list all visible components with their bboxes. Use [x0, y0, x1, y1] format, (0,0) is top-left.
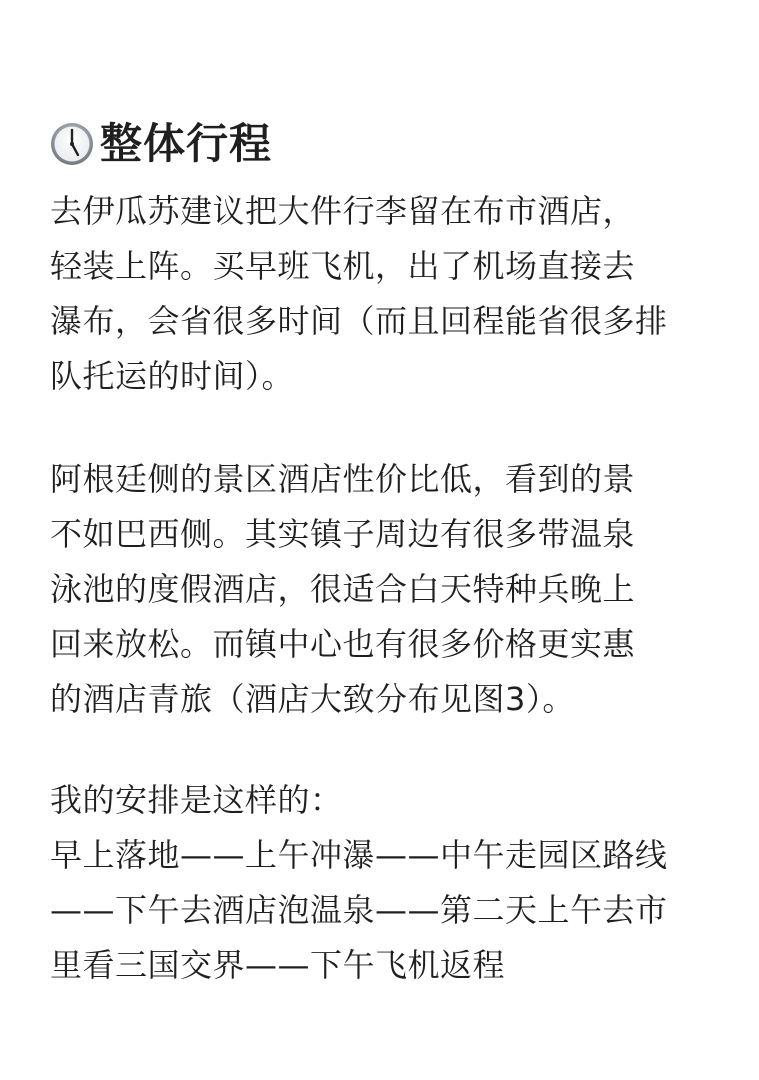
text-line: 阿根廷侧的景区酒店性价比低，看到的景 [50, 460, 636, 498]
paragraph-itinerary [50, 773, 730, 993]
text-line: 不如巴西侧。其实镇子周边有很多带温泉 [50, 515, 636, 553]
text-line: 瀑布，会省很多时间（而且回程能省很多排 [50, 302, 668, 340]
text-line: 回来放松。而镇中心也有很多价格更实惠 [50, 625, 636, 663]
text-line: 去伊瓜苏建议把大件行李留在布市酒店， [50, 192, 636, 230]
section-heading [50, 112, 272, 176]
text-line: 泳池的度假酒店，很适合白天特种兵晚上 [50, 570, 636, 608]
text-line: 里看三国交界——下午飞机返程 [50, 946, 506, 984]
text-line: 队托运的时间）。 [50, 357, 295, 395]
paragraph-luggage-tip [50, 184, 730, 404]
text-line: 我的安排是这样的： [50, 781, 343, 819]
text-line: 早上落地——上午冲瀑——中午走园区路线 [50, 836, 668, 874]
text-line: 的酒店青旅（酒店大致分布见图3）。 [50, 680, 575, 718]
text-line: 轻装上阵。买早班飞机，出了机场直接去 [50, 247, 636, 285]
clock-icon [50, 122, 94, 166]
paragraph-hotel-tip [50, 452, 730, 727]
text-line: ——下午去酒店泡温泉——第二天上午去市 [50, 891, 668, 929]
section-title: 整体行程 [100, 119, 273, 168]
